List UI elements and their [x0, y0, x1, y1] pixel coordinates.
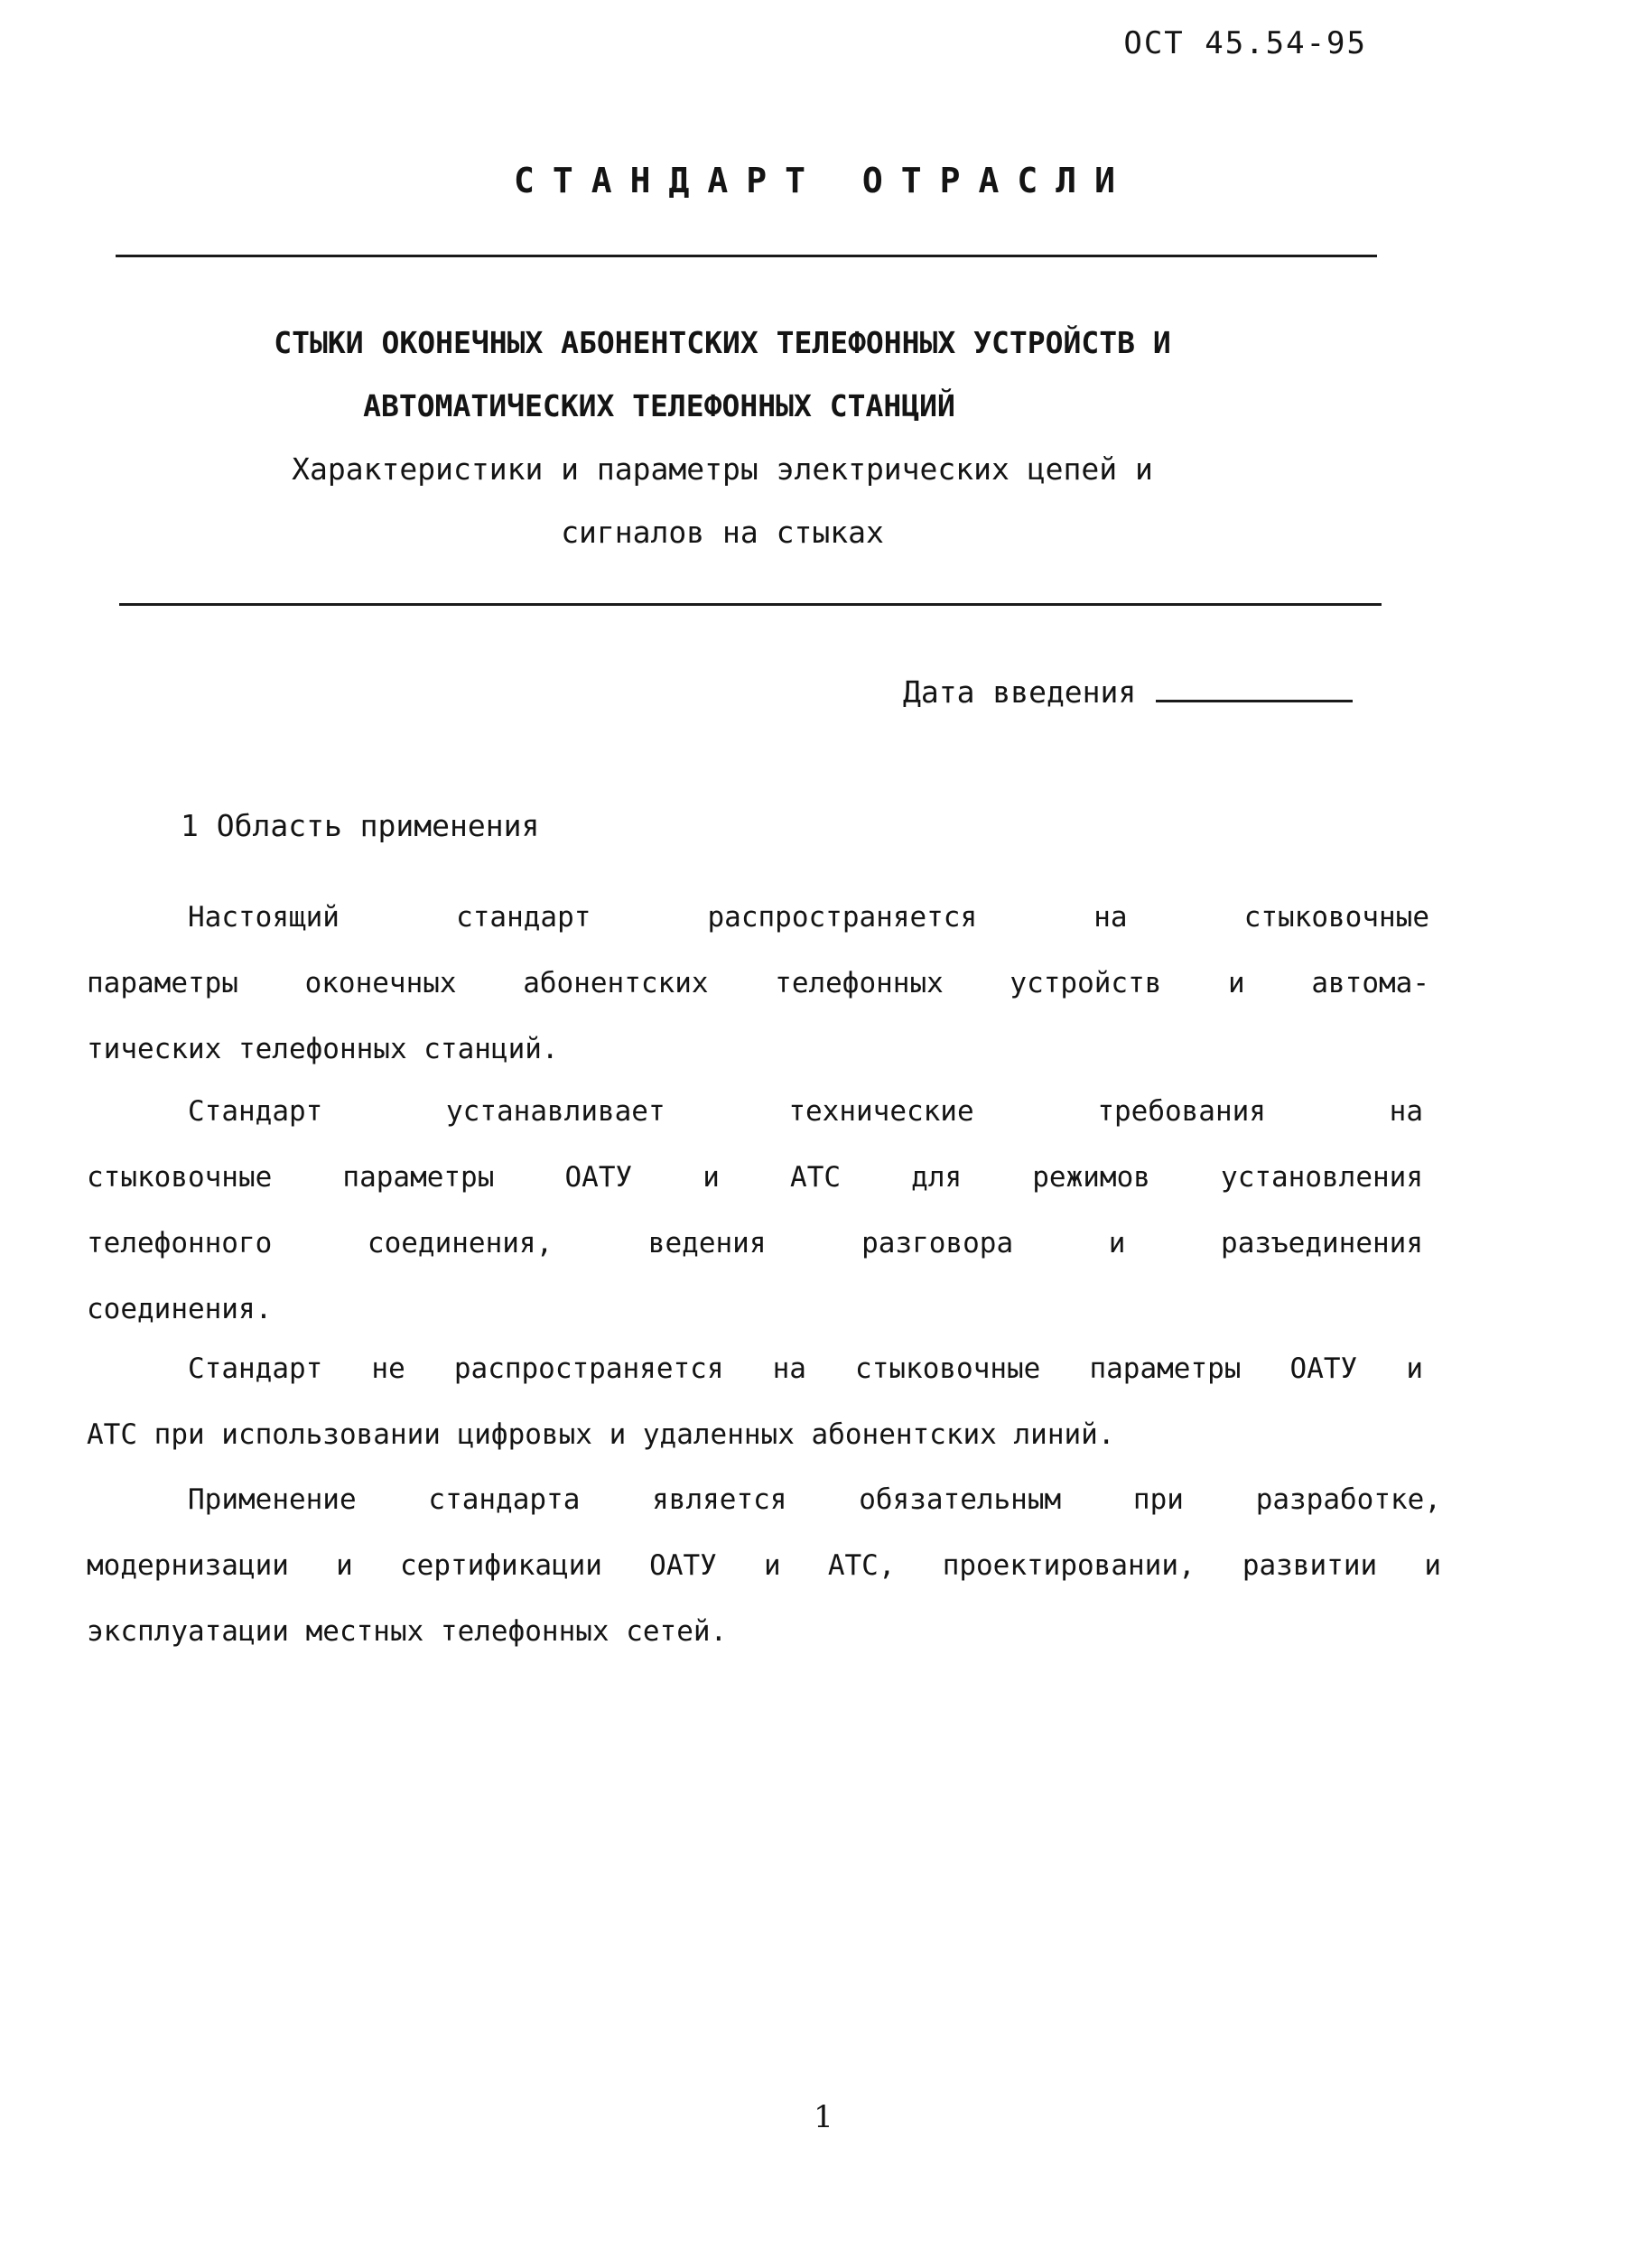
paragraph-line: телефонного соединения, ведения разговора и разъединения: [87, 1227, 1423, 1259]
subtitle-line-1: Характеристики и параметры электрических цепей и: [292, 451, 1153, 487]
paragraph-line: Настоящий стандарт распространяется на стыковочные: [188, 901, 1429, 934]
paragraph-line: модернизации и сертификации ОАТУ и АТС, проектировании, развитии и: [87, 1549, 1441, 1582]
paragraph-line: параметры оконечных абонентских телефонных устройств и автома-: [87, 967, 1429, 999]
paragraph-3: [87, 1336, 1423, 1468]
paragraph-4: [87, 1467, 1441, 1665]
paragraph-line: АТС при использовании цифровых и удаленных абонентских линий.: [87, 1418, 1115, 1451]
section-heading: 1 Область применения: [181, 808, 540, 843]
title-line-1: СТЫКИ ОКОНЕЧНЫХ АБОНЕНТСКИХ ТЕЛЕФОННЫХ УСТРОЙСТВ И: [274, 325, 1171, 360]
date-blank-line: [1156, 673, 1353, 702]
paragraph-line: тических телефонных станций.: [87, 1033, 559, 1065]
title-top-rule: [116, 255, 1377, 257]
paragraph-line: Стандарт устанавливает технические требования на: [188, 1095, 1423, 1128]
paragraph-line: эксплуатации местных телефонных сетей.: [87, 1615, 728, 1648]
paragraph-line: Применение стандарта является обязательным при разработке,: [188, 1483, 1441, 1516]
date-row: [903, 673, 1353, 710]
date-label: Дата введения: [903, 674, 1137, 710]
title-bottom-rule: [119, 603, 1382, 606]
subtitle-line-2: сигналов на стыках: [561, 515, 884, 550]
paragraph-2: [87, 1079, 1423, 1343]
document-code: ОСТ 45.54-95: [1123, 25, 1367, 61]
paragraph-line: стыковочные параметры ОАТУ и АТС для режимов установления: [87, 1161, 1423, 1194]
page-number: 1: [814, 2099, 833, 2135]
title-line-2: АВТОМАТИЧЕСКИХ ТЕЛЕФОННЫХ СТАНЦИЙ: [363, 388, 955, 423]
standard-label: СТАНДАРТ ОТРАСЛИ: [513, 161, 1134, 200]
paragraph-1: [87, 885, 1429, 1083]
paragraph-line: соединения.: [87, 1293, 273, 1325]
paragraph-line: Стандарт не распространяется на стыковочные параметры ОАТУ и: [188, 1352, 1423, 1385]
